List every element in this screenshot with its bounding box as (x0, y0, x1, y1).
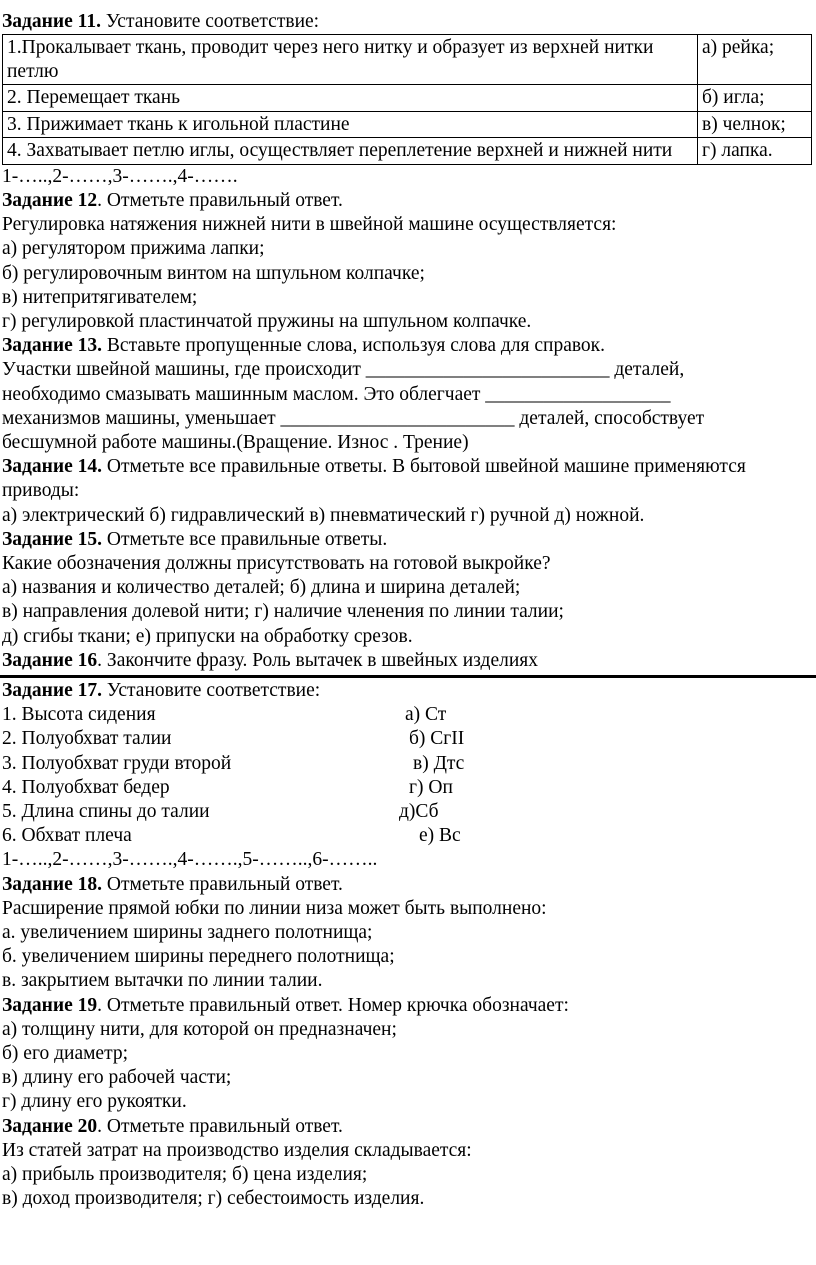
task-12-title: Задание 12 (2, 189, 98, 211)
task-20-options-line: в) доход производителя; г) себестоимость изделия. (2, 1188, 425, 1210)
task-18-title: Задание 18. (2, 873, 103, 895)
task-14-title: Задание 14. (2, 456, 103, 478)
task-15-instruction: Отметьте все правильные ответы. (102, 528, 388, 550)
task-18-question: Расширение прямой юбки по линии низа может быть выполнено: (2, 897, 547, 919)
task-15-options-line: д) сгибы ткани; е) припуски на обработку срезов. (2, 625, 413, 647)
task-11-title: Задание 11. (2, 11, 101, 32)
match-right-cell: г) лапка. (698, 138, 812, 165)
task-20-header (2, 1115, 816, 1139)
task-13-title: Задание 13. (2, 335, 103, 357)
section-divider (0, 675, 816, 678)
task-12-instruction: . Отметьте правильный ответ. (97, 189, 343, 211)
worksheet-page (0, 10, 816, 1211)
task-17-title: Задание 17. (2, 679, 103, 701)
task-11-match-table (2, 34, 812, 165)
task-11-answer-line: 1-…..,2-……,3-…….,4-……. (2, 165, 238, 187)
task-19-option-c: в) длину его рабочей части; (2, 1067, 232, 1089)
measure-code: д)Сб (399, 800, 439, 822)
table-row (3, 35, 812, 85)
task-18-instruction: Отметьте правильный ответ. (102, 873, 343, 895)
task-15-options-line: а) названия и количество деталей; б) длина и ширина деталей; (2, 577, 521, 599)
task-18-option-b: б. увеличением ширины переднего полотнища; (2, 946, 395, 968)
task-11-header (2, 10, 816, 34)
task-12-option-c: в) нитепритягивателем; (2, 286, 198, 308)
task-12-header (2, 189, 816, 213)
task-19-header (2, 994, 816, 1018)
task-17-row (2, 800, 816, 824)
match-left-cell: 1.Прокалывает ткань, проводит через него нитку и образует из верхней нитки петлю (3, 35, 698, 85)
table-row (3, 138, 812, 165)
task-18-option-a: а. увеличением ширины заднего полотнища; (2, 922, 373, 943)
task-17-header (2, 679, 816, 703)
match-right-cell: а) рейка; (698, 35, 812, 85)
task-15-title: Задание 15. (2, 528, 103, 550)
task-12-option-a: а) регулятором прижима лапки; (2, 238, 265, 260)
match-left-cell: 3. Прижимает ткань к игольной пластине (3, 111, 698, 138)
task-17-row (2, 824, 816, 848)
match-right-cell: б) игла; (698, 85, 812, 112)
task-16-header (2, 649, 816, 673)
task-20-question: Из статей затрат на производство изделия складывается: (2, 1139, 472, 1161)
measure-code: а) Ст (405, 704, 447, 726)
task-13-text-line: механизмов машины, уменьшает ________________________ деталей, способствует (2, 407, 705, 429)
task-14-header (2, 455, 816, 503)
task-16-instruction: . Закончите фразу. Роль вытачек в швейных изделиях (97, 649, 538, 671)
match-left-cell: 4. Захватывает петлю иглы, осуществляет переплетение верхней и нижней нити (3, 138, 698, 165)
match-left-cell: 2. Перемещает ткань (3, 85, 698, 112)
task-19-option-b: б) его диаметр; (2, 1043, 129, 1065)
task-14-instruction: Отметьте все правильные ответы. В бытовой швейной машине применяются приводы: (2, 456, 746, 502)
table-row (3, 111, 812, 138)
task-17-row (2, 727, 816, 751)
task-12-question: Регулировка натяжения нижней нити в швейной машине осуществляется: (2, 214, 617, 236)
measure-name: 2. Полуобхват талии (2, 728, 172, 750)
measure-name: 6. Обхват плеча (2, 825, 132, 847)
task-16-title: Задание 16 (2, 649, 98, 671)
measure-code: г) Оп (409, 776, 453, 798)
task-17-answer-line: 1-…..,2-……,3-…….,4-…….,5-……..,6-…….. (2, 849, 378, 871)
task-13-text-line: бесшумной работе машины.(Вращение. Износ . Трение) (2, 431, 469, 453)
measure-name: 5. Длина спины до талии (2, 800, 210, 822)
measure-name: 1. Высота сидения (2, 704, 156, 726)
task-17-row (2, 752, 816, 776)
task-12-option-d: г) регулировкой пластинчатой пружины на шпульном колпачке. (2, 310, 532, 332)
table-row (3, 85, 812, 112)
measure-code: е) Вс (419, 825, 461, 847)
task-20-title: Задание 20 (2, 1115, 98, 1137)
measure-name: 4. Полуобхват бедер (2, 776, 170, 798)
task-13-instruction: Вставьте пропущенные слова, используя слова для справок. (102, 335, 606, 357)
task-12-option-b: б) регулировочным винтом на шпульном колпачке; (2, 262, 425, 284)
task-17-row (2, 776, 816, 800)
task-11-instruction: Установите соответствие: (100, 11, 320, 32)
measure-name: 3. Полуобхват груди второй (2, 752, 232, 774)
task-19-option-d: г) длину его рукоятки. (2, 1091, 187, 1113)
task-20-instruction: . Отметьте правильный ответ. (97, 1115, 343, 1137)
task-13-text-line: необходимо смазывать машинным маслом. Это облегчает ___________________ (2, 383, 671, 405)
task-18-option-c: в. закрытием вытачки по линии талии. (2, 970, 323, 992)
task-19-option-a: а) толщину нити, для которой он предназначен; (2, 1018, 397, 1040)
measure-code: в) Дтс (413, 752, 465, 774)
match-right-cell: в) челнок; (698, 111, 812, 138)
task-15-header (2, 528, 816, 552)
task-15-options-line: в) направления долевой нити; г) наличие членения по линии талии; (2, 601, 564, 623)
task-17-instruction: Установите соответствие: (102, 679, 321, 701)
task-19-instruction: . Отметьте правильный ответ. Номер крючка обозначает: (97, 994, 569, 1016)
task-14-options: а) электрический б) гидравлический в) пневматический г) ручной д) ножной. (2, 504, 645, 526)
task-13-text-line: Участки швейной машины, где происходит _________________________ деталей, (2, 359, 685, 381)
task-15-question: Какие обозначения должны присутствовать на готовой выкройке? (2, 552, 551, 574)
task-19-title: Задание 19 (2, 994, 98, 1016)
task-20-options-line: а) прибыль производителя; б) цена изделия; (2, 1164, 368, 1186)
task-18-header (2, 873, 816, 897)
task-17-row (2, 703, 816, 727)
measure-code: б) СгII (409, 728, 465, 750)
task-13-header (2, 334, 816, 358)
